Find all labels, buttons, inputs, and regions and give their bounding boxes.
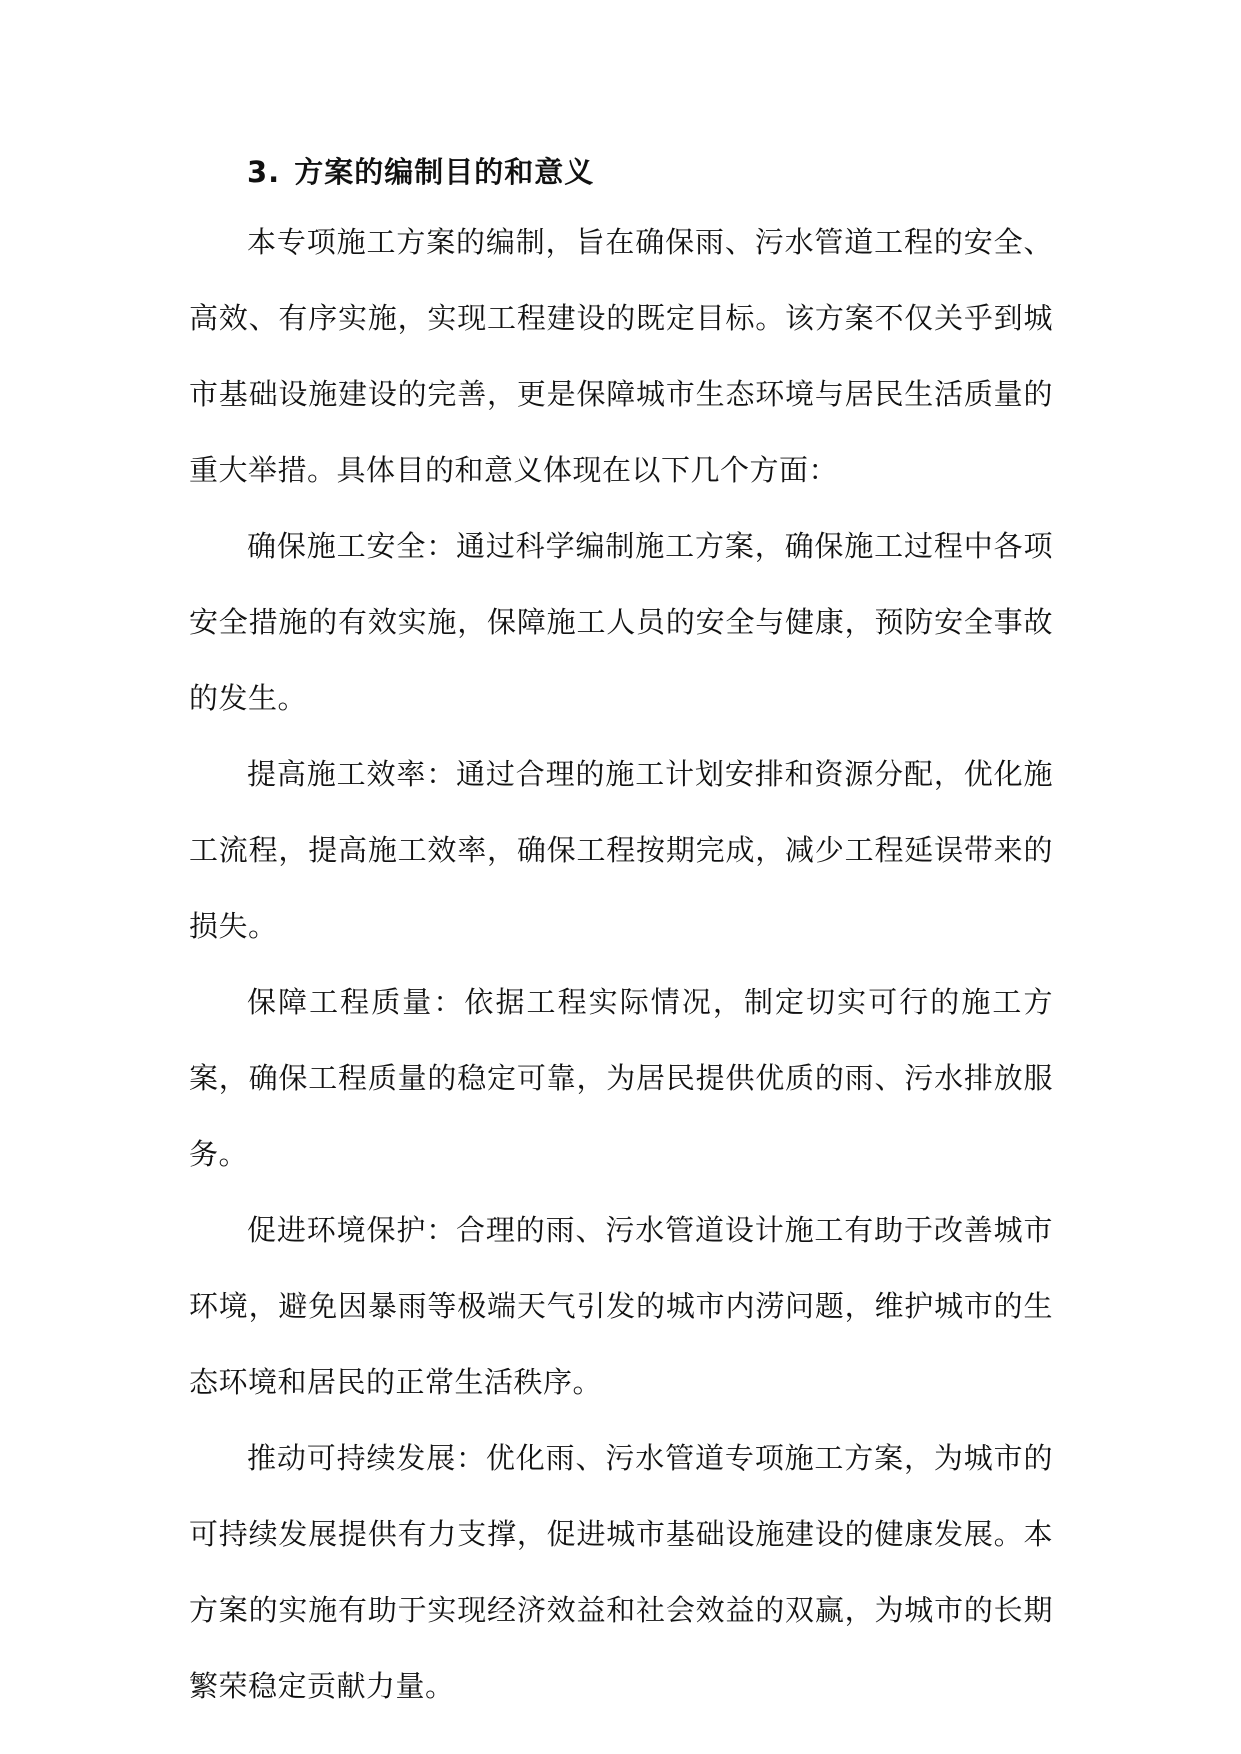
paragraph-efficiency: 提高施工效率：通过合理的施工计划安排和资源分配，优化施工流程，提高施工效率，确保工程按期完成，减少工程延误带来的损失。	[189, 757, 1053, 943]
page-content	[189, 140, 1053, 1724]
paragraph-safety: 确保施工安全：通过科学编制施工方案，确保施工过程中各项安全措施的有效实施，保障施工人员的安全与健康，预防安全事故的发生。	[189, 529, 1053, 715]
paragraph-intro: 本专项施工方案的编制，旨在确保雨、污水管道工程的安全、高效、有序实施，实现工程建设的既定目标。该方案不仅关乎到城市基础设施建设的完善，更是保障城市生态环境与居民生活质量的重大举措。具体目的和意义体现在以下几个方面：	[189, 225, 1053, 487]
paragraph-environment: 促进环境保护：合理的雨、污水管道设计施工有助于改善城市环境，避免因暴雨等极端天气引发的城市内涝问题，维护城市的生态环境和居民的正常生活秩序。	[189, 1213, 1053, 1399]
section-number: 3.	[247, 155, 281, 189]
section-heading	[189, 140, 1053, 204]
paragraph-sustainability: 推动可持续发展：优化雨、污水管道专项施工方案，为城市的可持续发展提供有力支撑，促进城市基础设施建设的健康发展。本方案的实施有助于实现经济效益和社会效益的双赢，为城市的长期繁荣稳定贡献力量。	[189, 1441, 1053, 1703]
paragraph-quality: 保障工程质量：依据工程实际情况，制定切实可行的施工方案，确保工程质量的稳定可靠，为居民提供优质的雨、污水排放服务。	[189, 985, 1053, 1171]
section-title: 方案的编制目的和意义	[294, 155, 595, 189]
